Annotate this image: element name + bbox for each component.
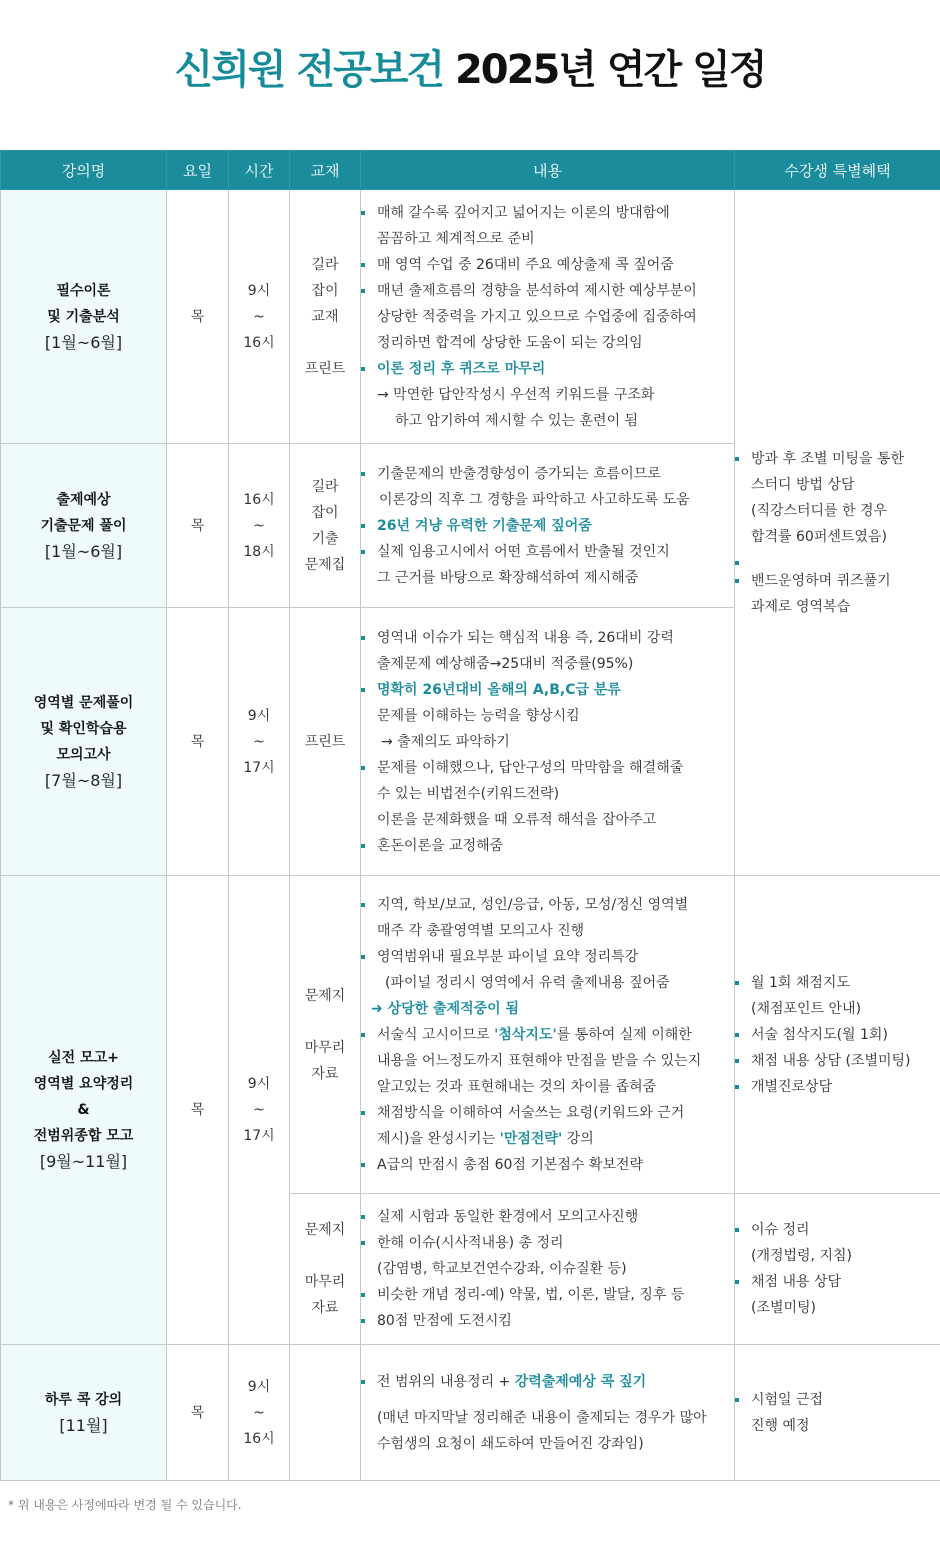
lecture-cell bbox=[1, 190, 167, 444]
lecture-period: [9월~11월] bbox=[39, 1152, 128, 1171]
header-book: 교재 bbox=[290, 151, 361, 190]
benefit-cell bbox=[735, 1194, 940, 1345]
footnote: * 위 내용은 사정에따라 변경 될 수 있습니다. bbox=[8, 1498, 242, 1512]
content-item: 전 범위의 내용정리 + 강력출제예상 콕 짚기 bbox=[361, 1369, 734, 1395]
content-item: 매 영역 수업 중 26대비 주요 예상출제 콕 짚어줌 bbox=[361, 252, 734, 278]
book-value: 길라 잡이 기출 문제집 bbox=[304, 478, 346, 573]
content-cell bbox=[361, 444, 735, 608]
lecture-name: 하루 콕 강의 bbox=[44, 1391, 123, 1408]
benefit-item: 개별진로상담 bbox=[735, 1074, 940, 1100]
lecture-cell bbox=[1, 444, 167, 608]
time-value: 9시 ~ 17시 bbox=[243, 1076, 275, 1144]
header-day: 요일 bbox=[167, 151, 229, 190]
table-row bbox=[1, 190, 940, 444]
time-value: 9시 ~ 17시 bbox=[243, 707, 275, 776]
time-cell bbox=[229, 190, 290, 444]
book-cell bbox=[290, 1194, 361, 1345]
table-row bbox=[1, 876, 940, 1194]
content-cell bbox=[361, 1194, 735, 1345]
day-cell: 목 bbox=[167, 190, 229, 444]
content-paragraph: 수험생의 요청이 쇄도하여 만들어진 강좌임) bbox=[377, 1435, 644, 1452]
title-accent: 신희원 전공보건 bbox=[174, 47, 444, 93]
content-item: 기출문제의 반출경향성이 증가되는 흐름이므로 이론강의 직후 그 경향을 파악하고 사고하도록 도움 bbox=[361, 461, 734, 513]
book-value: 문제지 마무리 자료 bbox=[304, 1222, 346, 1316]
benefit-item: 이슈 정리 (개정법령, 지침) bbox=[735, 1217, 940, 1269]
content-cell bbox=[361, 876, 735, 1194]
content-cell bbox=[361, 1345, 735, 1481]
header-benefit: 수강생 특별혜택 bbox=[735, 151, 940, 190]
title-rest: 2025년 연간 일정 bbox=[454, 47, 766, 93]
header-content: 내용 bbox=[361, 151, 735, 190]
time-value: 9시 ~ 16시 bbox=[243, 282, 275, 351]
content-item: 26년 겨냥 유력한 기출문제 짚어줌 bbox=[361, 513, 734, 539]
book-cell bbox=[290, 190, 361, 444]
benefit-item: 밴드운영하며 퀴즈풀기 과제로 영역복습 bbox=[735, 568, 940, 620]
lecture-period: [7월~8월] bbox=[44, 770, 123, 790]
schedule-table bbox=[0, 150, 940, 1481]
content-item: 지역, 학보/보교, 성인/응급, 아동, 모성/정신 영역별 매주 각 총괄영역별 모의고사 진행 bbox=[361, 892, 734, 944]
content-item: 80점 만점에 도전시킴 bbox=[361, 1308, 734, 1334]
benefit-cell bbox=[735, 1345, 940, 1481]
benefit-item: 채점 내용 상담 (조별미팅) bbox=[735, 1269, 940, 1321]
day-cell: 목 bbox=[167, 876, 229, 1345]
lecture-cell bbox=[1, 608, 167, 876]
lecture-name: 필수이론 및 기출분석 bbox=[47, 282, 120, 325]
content-item: 명확히 26년대비 올해의 A,B,C급 분류 문제를 이해하는 능력을 향상시킴 → 출제의도 파악하기 bbox=[361, 677, 734, 755]
content-item: 실제 임용고시에서 어떤 흐름에서 반출될 것인지 그 근거를 바탕으로 확장해석하여 제시해줌 bbox=[361, 539, 734, 591]
content-item: A급의 만점시 총점 60점 기본점수 확보전략 bbox=[361, 1152, 734, 1178]
time-value: 9시 ~ 16시 bbox=[243, 1378, 275, 1447]
benefit-item: 서술 첨삭지도(월 1회) bbox=[735, 1022, 940, 1048]
content-item: 서술식 고시이므로 '첨삭지도'를 통하여 실제 이해한 내용을 어느정도까지 표현해야 만점을 받을 수 있는지 알고있는 것과 표현해내는 것의 차이를 좁혀줌 bbox=[361, 1022, 734, 1100]
benefit-item: 시험일 근접 진행 예정 bbox=[735, 1387, 940, 1439]
lecture-period: [1월~6월] bbox=[44, 541, 123, 561]
content-highlight: ➜ 상당한 출제적중이 됨 bbox=[371, 1000, 520, 1017]
book-cell bbox=[290, 608, 361, 876]
book-value: 프린트 bbox=[304, 733, 346, 750]
content-paragraph: (매년 마지막날 정리해준 내용이 출제되는 경우가 많아 bbox=[377, 1409, 707, 1426]
content-cell bbox=[361, 608, 735, 876]
content-item: 영역내 이슈가 되는 핵심적 내용 즉, 26대비 강력 출제문제 예상해줌→25대비 적중률(95%) bbox=[361, 625, 734, 677]
day-cell: 목 bbox=[167, 444, 229, 608]
benefit-cell bbox=[735, 876, 940, 1194]
content-item: 한해 이슈(시사적내용) 총 정리 (감염병, 학교보건연수강좌, 이슈질환 등) bbox=[361, 1230, 734, 1282]
time-value: 16시 ~ 18시 bbox=[243, 491, 275, 560]
book-cell bbox=[290, 876, 361, 1194]
content-item: 매해 갈수록 깊어지고 넓어지는 이론의 방대함에 꼼꼼하고 체계적으로 준비 bbox=[361, 200, 734, 252]
content-subline: → 막연한 답안작성시 우선적 키워드를 구조화 bbox=[377, 386, 655, 403]
day-cell: 목 bbox=[167, 1345, 229, 1481]
benefit-item: 월 1회 채점지도 (채점포인트 안내) bbox=[735, 970, 940, 1022]
content-subline: 하고 암기하여 제시할 수 있는 훈련이 됨 bbox=[395, 412, 639, 429]
benefit-cell-shared bbox=[735, 190, 940, 876]
content-item: 영역범위내 필요부분 파이널 요약 정리특강 (파이널 정리시 영역에서 유력 출제내용 짚어줌 bbox=[361, 944, 734, 996]
time-cell bbox=[229, 608, 290, 876]
lecture-cell bbox=[1, 876, 167, 1345]
lecture-name: 실전 모고+ 영역별 요약정리 & 전범위종합 모고 bbox=[33, 1050, 134, 1144]
benefit-item: 채점 내용 상담 (조별미팅) bbox=[735, 1048, 940, 1074]
day-cell: 목 bbox=[167, 608, 229, 876]
time-cell bbox=[229, 444, 290, 608]
lecture-name: 영역별 문제풀이 및 확인학습용 모의고사 bbox=[33, 694, 134, 763]
content-item: 채점방식을 이해하여 서술쓰는 요령(키워드와 근거 제시)을 완성시키는 '만점전략' 강의 bbox=[361, 1100, 734, 1152]
book-cell bbox=[290, 1345, 361, 1481]
table-header-row bbox=[1, 151, 940, 190]
time-cell bbox=[229, 1345, 290, 1481]
content-item: 이론 정리 후 퀴즈로 마무리 bbox=[361, 356, 734, 382]
content-item: 혼돈이론을 교정해줌 bbox=[361, 833, 734, 859]
benefit-item: 방과 후 조별 미팅을 통한 스터디 방법 상담 (직강스터디를 한 경우 합격률 60퍼센트였음) bbox=[735, 446, 940, 550]
content-cell bbox=[361, 190, 735, 444]
header-time: 시간 bbox=[229, 151, 290, 190]
lecture-period: [1월~6월] bbox=[44, 332, 123, 352]
content-item: 비슷한 개념 정리-예) 약물, 법, 이론, 발달, 징후 등 bbox=[361, 1282, 734, 1308]
lecture-name: 출제예상 기출문제 풀이 bbox=[40, 491, 127, 534]
book-value: 문제지 마무리 자료 bbox=[304, 987, 346, 1082]
content-item: 문제를 이해했으나, 답안구성의 막막함을 해결해줄 수 있는 비법전수(키워드전략) 이론을 문제화했을 때 오류적 해석을 잡아주고 bbox=[361, 755, 734, 833]
lecture-period: [11월] bbox=[59, 1415, 108, 1435]
time-cell bbox=[229, 876, 290, 1345]
content-item: 매년 출제흐름의 경향을 분석하여 제시한 예상부분이 상당한 적중력을 가지고 있으므로 수업중에 집중하여 정리하면 합격에 상당한 도움이 되는 강의임 bbox=[361, 278, 734, 356]
table-row bbox=[1, 1345, 940, 1481]
book-cell bbox=[290, 444, 361, 608]
page-title bbox=[0, 42, 940, 98]
lecture-cell bbox=[1, 1345, 167, 1481]
book-value: 길라 잡이 교재 프린트 bbox=[304, 256, 346, 377]
content-item: 실제 시험과 동일한 환경에서 모의고사진행 bbox=[361, 1204, 734, 1230]
header-lecture: 강의명 bbox=[1, 151, 167, 190]
